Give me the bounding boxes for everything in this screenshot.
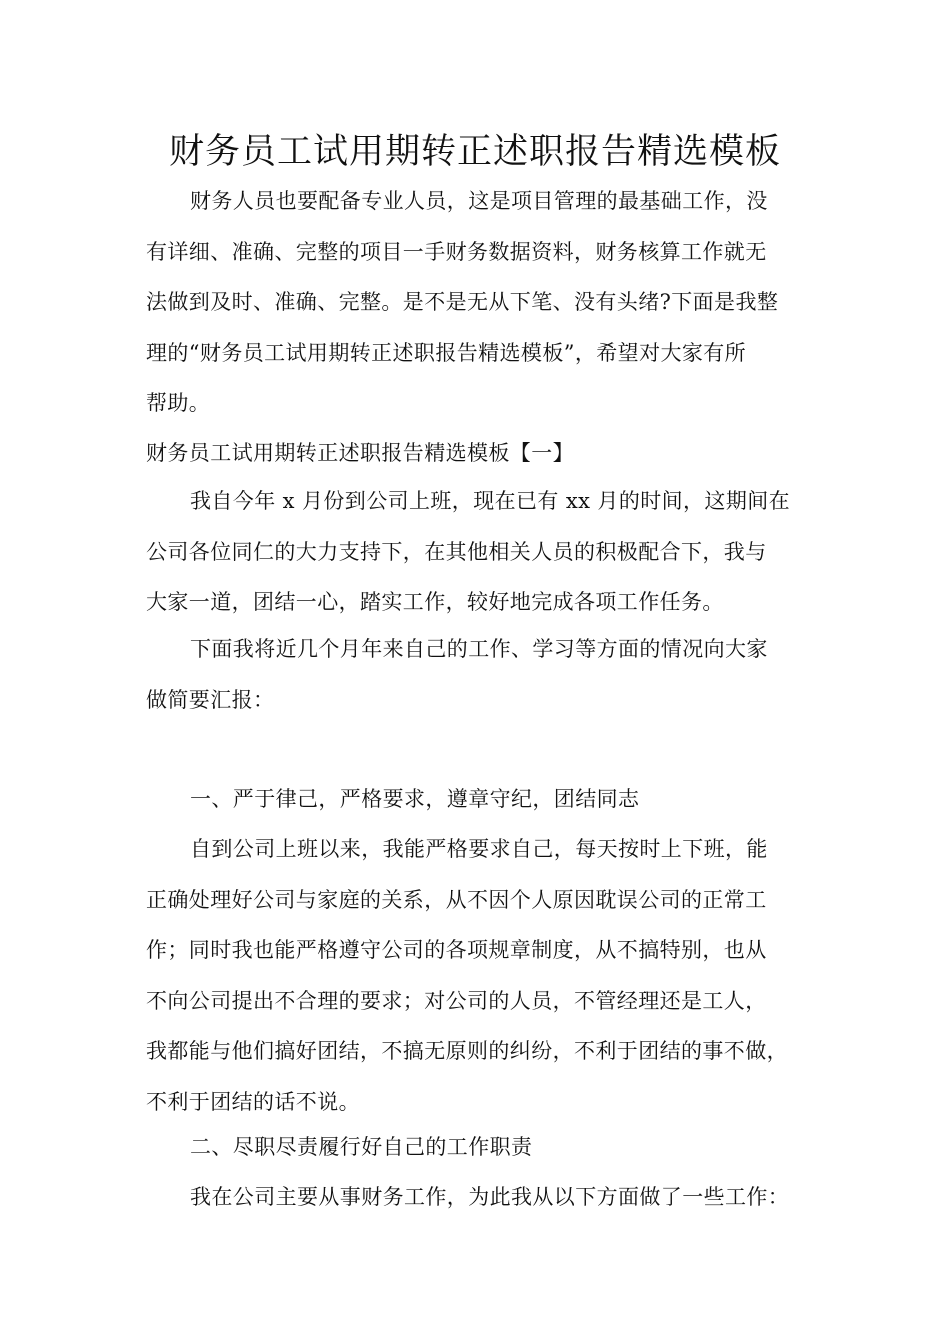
text-line: 正确处理好公司与家庭的关系，从不因个人原因耽误公司的正常工	[146, 887, 767, 912]
text-line: 公司各位同仁的大力支持下，在其他相关人员的积极配合下，我与	[146, 539, 767, 564]
text-line: 自到公司上班以来，我能严格要求自己，每天按时上下班，能	[190, 837, 768, 861]
text-line: 我自今年 x 月份到公司上班，现在已有 xx 月的时间，这期间在	[190, 489, 791, 513]
text-line: 做简要汇报：	[146, 687, 275, 712]
text-line: 我都能与他们搞好团结，不搞无原则的纠纷，不利于团结的事不做，	[146, 1039, 788, 1064]
body-paragraph	[146, 824, 826, 1128]
text-line: 二、尽职尽责履行好自己的工作职责	[190, 1135, 533, 1159]
text-line: 一、严于律己，严格要求，遵章守纪，团结同志	[190, 787, 640, 811]
text-line: 不向公司提出不合理的要求；对公司的人员，不管经理还是工人，	[146, 988, 767, 1013]
subheading-one	[146, 774, 826, 825]
text-line: 帮助。	[146, 391, 211, 416]
text-line: 法做到及时、准确、完整。是不是无从下笔、没有头绪?下面是我整	[146, 290, 779, 315]
document-title: 财务员工试用期转正述职报告精选模板	[168, 132, 781, 172]
intro-paragraph	[146, 176, 826, 429]
text-line: 财务员工试用期转正述职报告精选模板【一】	[146, 441, 574, 465]
body-paragraph	[146, 624, 826, 725]
body-paragraph	[146, 476, 826, 628]
text-line: 不利于团结的话不说。	[146, 1089, 360, 1114]
text-line: 作；同时我也能严格遵守公司的各项规章制度，从不搞特别，也从	[146, 938, 767, 963]
text-line: 理的“财务员工试用期转正述职报告精选模板”，希望对大家有所	[146, 340, 747, 365]
text-line: 下面我将近几个月年来自己的工作、学习等方面的情况向大家	[190, 637, 768, 661]
text-line: 有详细、准确、完整的项目一手财务数据资料，财务核算工作就无	[146, 239, 767, 264]
text-line: 大家一道，团结一心，踏实工作，较好地完成各项工作任务。	[146, 590, 724, 615]
body-paragraph	[146, 1172, 826, 1223]
section-heading-one	[146, 428, 826, 479]
subheading-two	[146, 1122, 826, 1173]
text-line: 财务人员也要配备专业人员，这是项目管理的最基础工作，没	[190, 189, 768, 213]
text-line: 我在公司主要从事财务工作，为此我从以下方面做了一些工作：	[190, 1185, 790, 1209]
